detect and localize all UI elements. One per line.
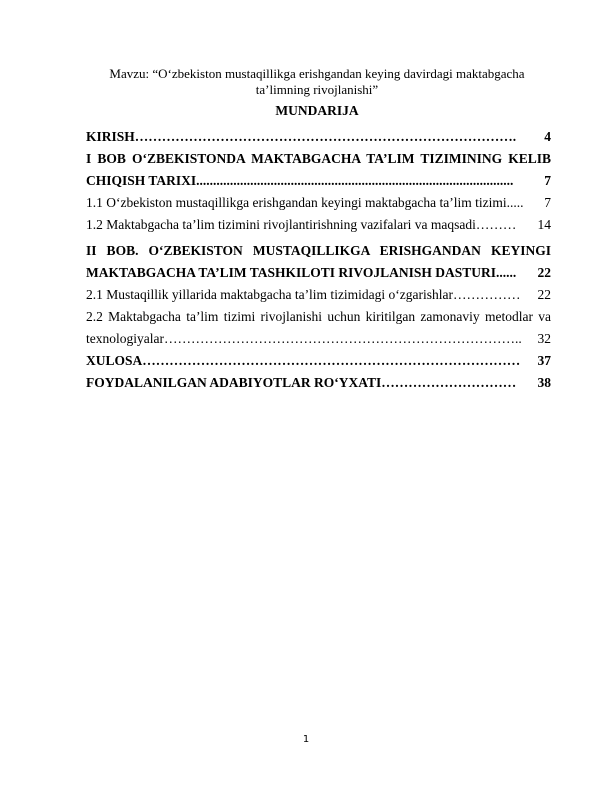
toc-entry-page: 7 (544, 173, 551, 188)
toc-entry-page: 22 (537, 287, 551, 302)
toc-entry-page: 4 (544, 129, 551, 144)
toc-entry-bob1-line1[interactable]: I BOB O‘ZBEKISTONDA MAKTABGACHA TA’LIM TIZIMINING KELIB (86, 151, 551, 166)
toc-entry-label: texnologiyalar…………………………………………………………………….. (86, 331, 522, 346)
topic-line-1: Mavzu: “O‘zbekiston mustaqillikga erishgandan keying davirdagi maktabgacha (109, 66, 525, 81)
toc-entry-xulosa[interactable] (86, 350, 551, 372)
toc-entry-label: 1.1 O‘zbekiston mustaqillikga erishgandan keyingi maktabgacha ta’lim tizimi..... (86, 195, 524, 210)
toc-entry-page: 37 (537, 353, 551, 368)
toc-entry-1-2[interactable] (86, 214, 551, 236)
toc-entry-2-2-line1[interactable]: 2.2 Maktabgacha ta’lim tizimi rivojlanishi uchun kiritilgan zamonaviy metodlar va (86, 309, 551, 324)
page-number: 1 (302, 734, 310, 745)
toc-heading: MUNDARIJA (275, 103, 359, 118)
toc-entry-label: MAKTABGACHA TA’LIM TASHKILOTI RIVOJLANISH DASTURI...... (86, 265, 517, 280)
toc-entry-label: 2.1 Mustaqillik yillarida maktabgacha ta’lim tizimidagi o‘zgarishlar…………… (86, 287, 521, 302)
toc-entry-page: 7 (544, 195, 551, 210)
toc-entry-label: FOYDALANILGAN ADABIYOTLAR RO‘YXATI………………………… (86, 375, 517, 390)
toc-entry-page: 32 (537, 331, 551, 346)
topic-line-2: ta’limning rivojlanishi” (255, 82, 379, 97)
toc-entry-label: 1.2 Maktabgacha ta’lim tizimini rivojlantirishning vazifalari va maqsadi……… (86, 217, 517, 232)
toc-entry-2-1[interactable] (86, 284, 551, 306)
topic-title (86, 66, 548, 98)
toc-entry-page: 22 (537, 265, 551, 280)
toc-entry-bob2-line1[interactable]: II BOB. O‘ZBEKISTON MUSTAQILLIKGA ERISHGANDAN KEYINGI (86, 243, 551, 258)
toc-entry-page: 14 (537, 217, 551, 232)
toc-entry-kirish[interactable] (86, 126, 551, 148)
table-of-contents (86, 126, 551, 394)
toc-entry-foydalanilgan[interactable] (86, 372, 551, 394)
toc-entry-label: KIRISH…………………………………………………………………………. (86, 129, 517, 144)
toc-entry-bob1[interactable] (86, 170, 551, 192)
toc-entry-label: XULOSA………………………………………………………………………… (86, 353, 521, 368)
toc-entry-label: CHIQISH TARIXI.............................................................................................. (86, 173, 514, 188)
toc-entry-bob2[interactable] (86, 262, 551, 284)
toc-entry-1-1[interactable] (86, 192, 551, 214)
toc-entry-page: 38 (537, 375, 551, 390)
toc-entry-2-2[interactable] (86, 328, 551, 350)
